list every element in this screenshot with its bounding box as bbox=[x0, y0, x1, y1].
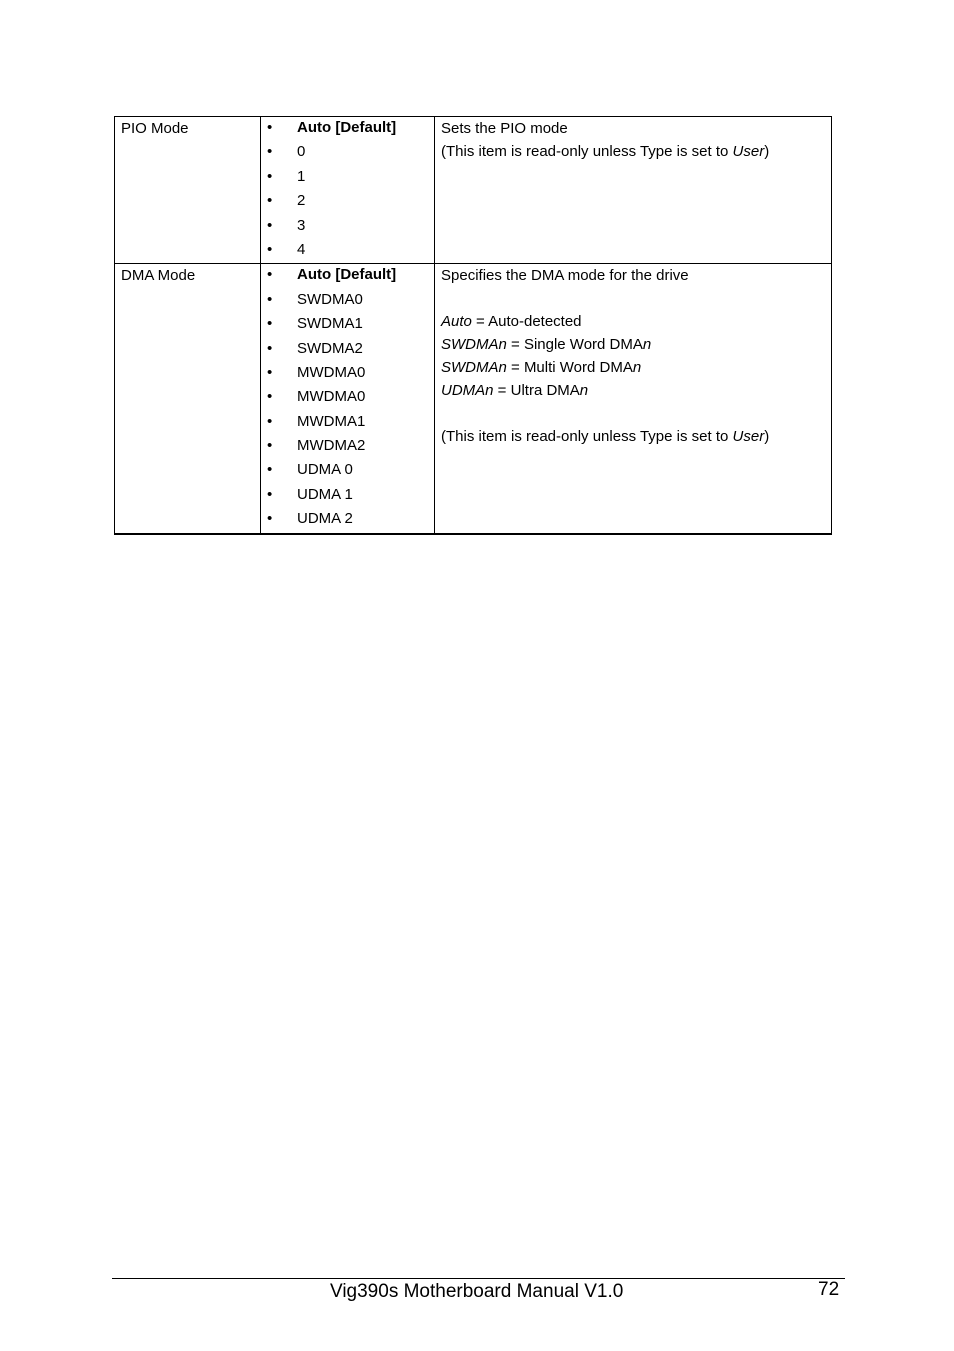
list-item bbox=[265, 459, 434, 483]
option: 2 bbox=[297, 192, 306, 210]
options-list bbox=[261, 264, 434, 532]
list-item bbox=[265, 484, 434, 508]
footer-title: Vig390s Motherboard Manual V1.0 bbox=[330, 1281, 624, 1302]
list-item bbox=[265, 289, 434, 313]
bullet-icon: • bbox=[267, 216, 273, 234]
read-only-note: (This item is read-only unless Type is set to User) bbox=[441, 428, 770, 446]
option: MWDMA0 bbox=[297, 388, 366, 406]
default-option: Auto [Default] bbox=[297, 119, 397, 136]
legend-line: UDMAn = Ultra DMAn bbox=[441, 382, 589, 400]
list-item bbox=[265, 117, 434, 141]
table-row-pio bbox=[115, 117, 832, 264]
option: MWDMA1 bbox=[297, 412, 366, 430]
bullet-icon: • bbox=[267, 510, 273, 528]
option: 0 bbox=[297, 143, 306, 161]
bullet-icon: • bbox=[267, 339, 273, 357]
list-item bbox=[265, 435, 434, 459]
bullet-icon: • bbox=[267, 192, 273, 210]
legend-line: Auto = Auto-detected bbox=[441, 313, 582, 331]
option: UDMA 2 bbox=[297, 510, 353, 528]
footer-divider bbox=[112, 1278, 845, 1279]
list-item bbox=[265, 338, 434, 362]
description-cell bbox=[435, 264, 832, 534]
description-cell bbox=[435, 117, 832, 264]
settings-table bbox=[114, 116, 832, 535]
bullet-icon: • bbox=[267, 363, 273, 381]
bullet-icon: • bbox=[267, 167, 273, 185]
option: MWDMA0 bbox=[297, 363, 366, 381]
read-only-note: (This item is read-only unless Type is set to User) bbox=[441, 143, 770, 160]
setting-name: PIO Mode bbox=[121, 120, 189, 137]
page-number: 72 bbox=[818, 1279, 840, 1300]
bullet-icon: • bbox=[267, 290, 273, 308]
bullet-icon: • bbox=[267, 266, 273, 284]
bullet-icon: • bbox=[267, 315, 273, 333]
bullet-icon: • bbox=[267, 412, 273, 430]
bullet-icon: • bbox=[267, 119, 273, 136]
option: SWDMA0 bbox=[297, 290, 363, 308]
description-text: Sets the PIO mode bbox=[441, 120, 568, 137]
list-item bbox=[265, 215, 434, 239]
description-text: Specifies the DMA mode for the drive bbox=[441, 267, 689, 285]
setting-name: DMA Mode bbox=[121, 267, 196, 285]
options-cell bbox=[261, 117, 435, 264]
list-item bbox=[265, 386, 434, 410]
default-option: Auto [Default] bbox=[297, 266, 397, 284]
option: SWDMA2 bbox=[297, 339, 363, 357]
setting-name-cell bbox=[115, 264, 261, 534]
table-row-dma bbox=[115, 264, 832, 534]
option: UDMA 0 bbox=[297, 461, 353, 479]
bullet-icon: • bbox=[267, 240, 273, 258]
option: UDMA 1 bbox=[297, 485, 353, 503]
list-item bbox=[265, 362, 434, 386]
option: 4 bbox=[297, 240, 306, 258]
legend-line: SWDMAn = Multi Word DMAn bbox=[441, 359, 642, 377]
list-item bbox=[265, 141, 434, 165]
options-list bbox=[261, 117, 434, 263]
option: 3 bbox=[297, 216, 306, 234]
list-item bbox=[265, 239, 434, 263]
bullet-icon: • bbox=[267, 388, 273, 406]
bullet-icon: • bbox=[267, 485, 273, 503]
legend-line: SWDMAn = Single Word DMAn bbox=[441, 336, 652, 354]
option: 1 bbox=[297, 167, 306, 185]
list-item bbox=[265, 190, 434, 214]
list-item bbox=[265, 166, 434, 190]
description bbox=[435, 117, 831, 163]
option: MWDMA2 bbox=[297, 437, 366, 455]
list-item bbox=[265, 313, 434, 337]
list-item bbox=[265, 264, 434, 288]
options-cell bbox=[261, 264, 435, 534]
bullet-icon: • bbox=[267, 437, 273, 455]
list-item bbox=[265, 508, 434, 532]
list-item bbox=[265, 411, 434, 435]
option: SWDMA1 bbox=[297, 315, 363, 333]
bullet-icon: • bbox=[267, 143, 273, 161]
setting-name-cell bbox=[115, 117, 261, 264]
description bbox=[435, 264, 831, 448]
bullet-icon: • bbox=[267, 461, 273, 479]
